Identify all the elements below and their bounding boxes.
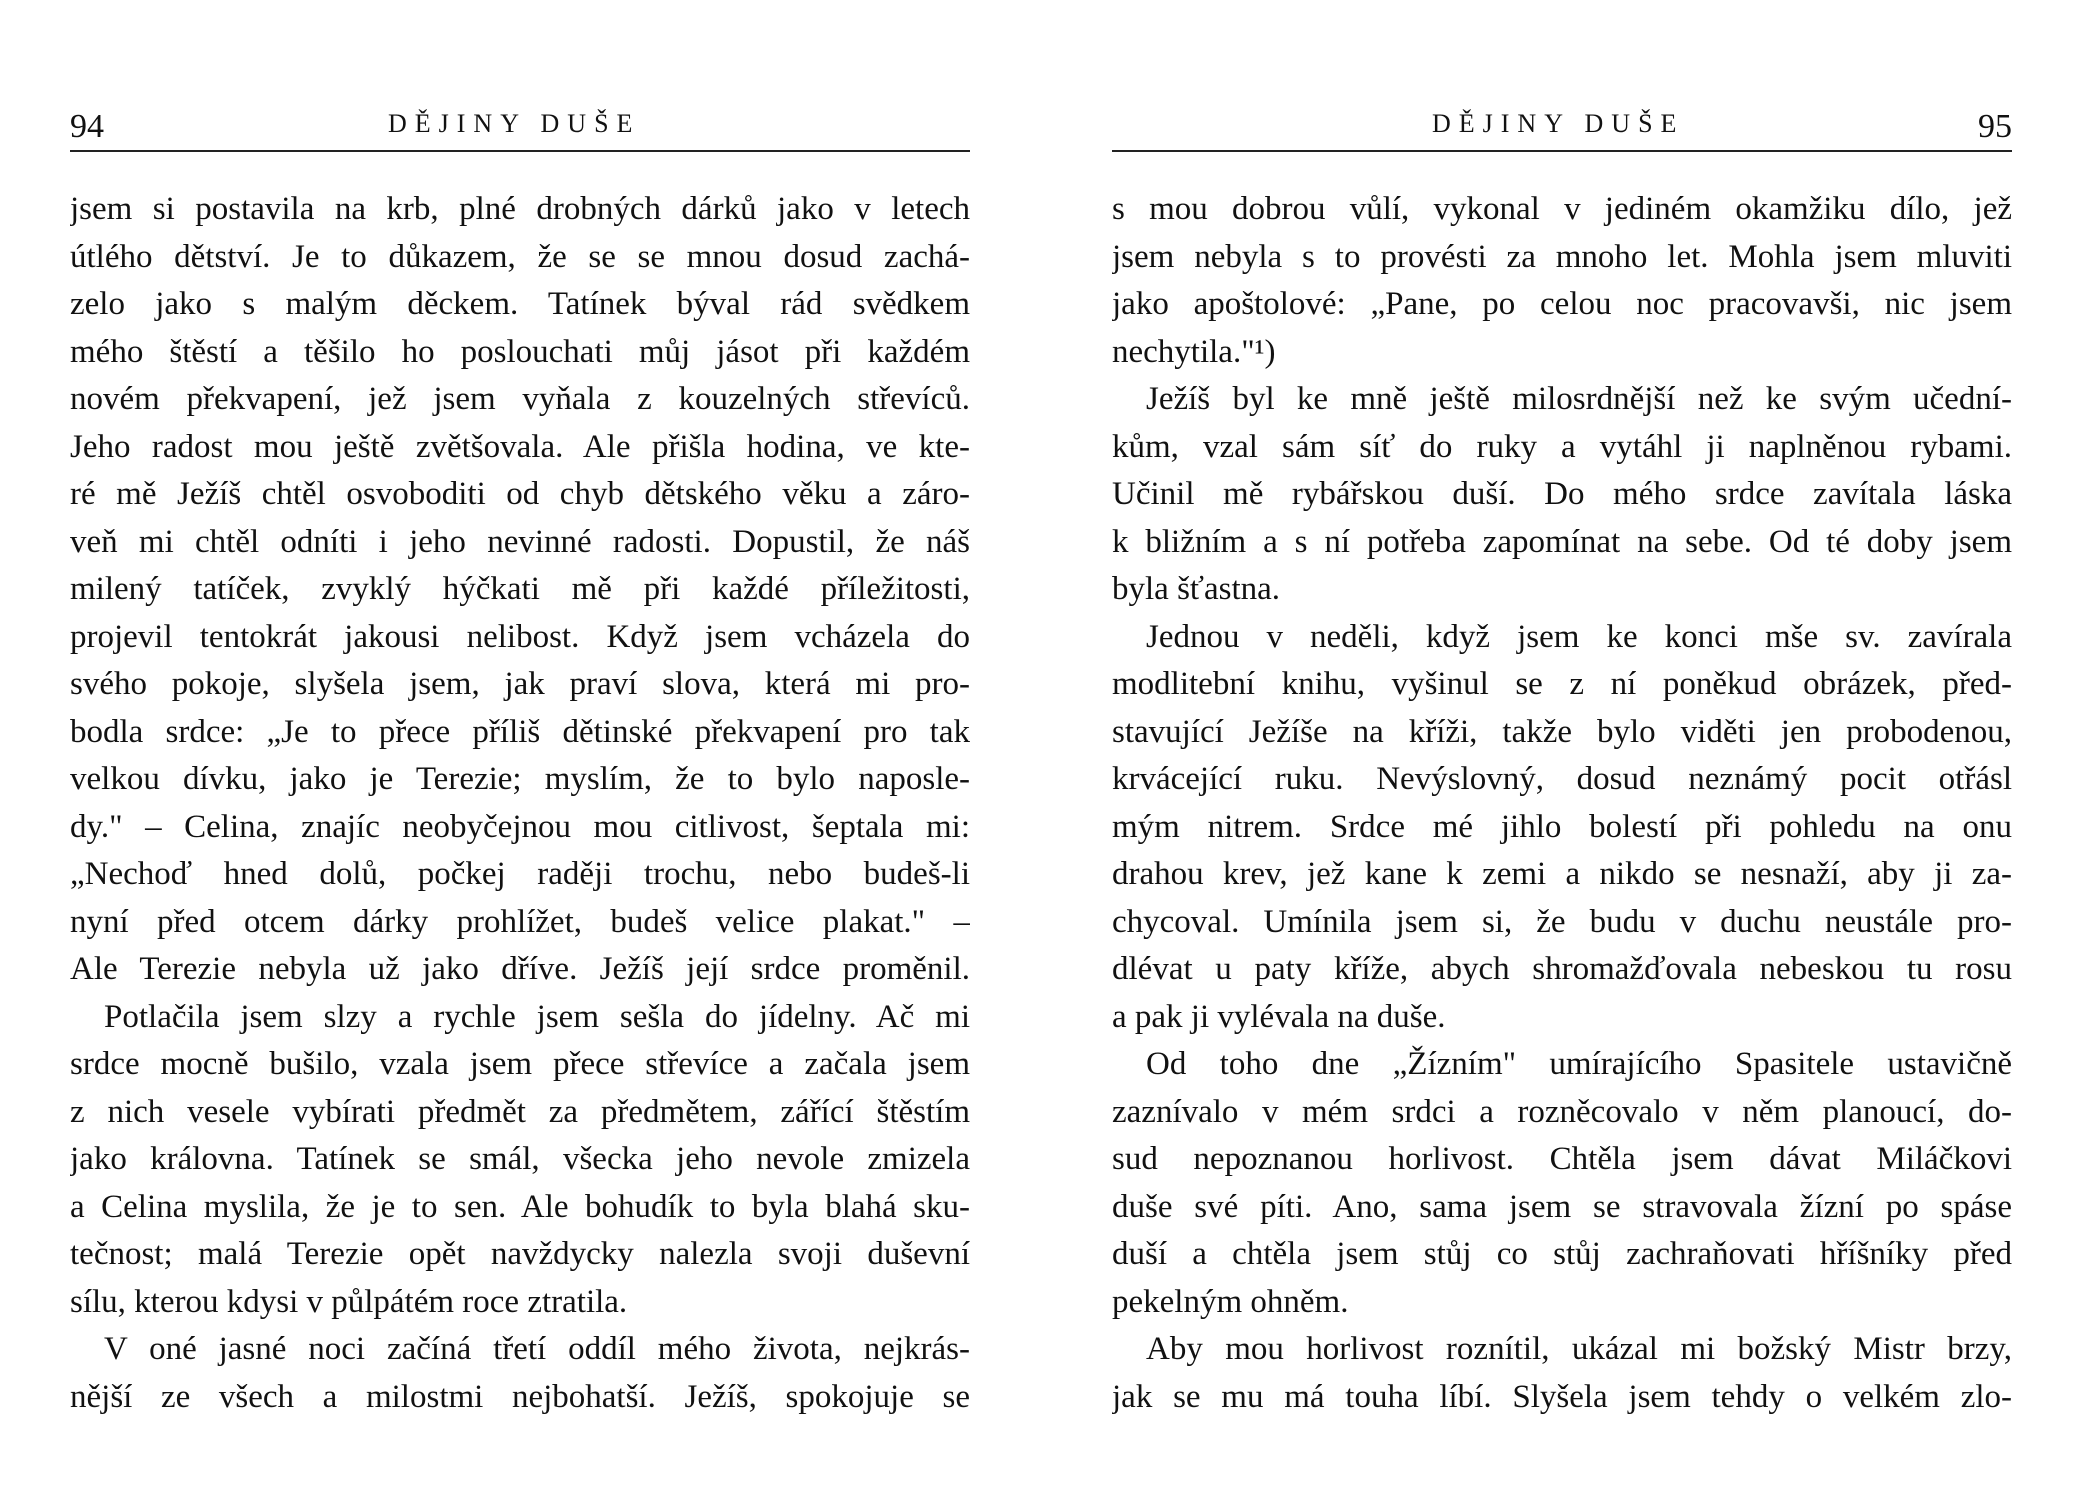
- right-text-block: [1112, 186, 2012, 1421]
- text-line: duší a chtěla jsem stůj co stůj zachraňovati hříšníky před: [1112, 1236, 2012, 1272]
- text-line: útlého dětství. Je to důkazem, že se se mnou dosud zachá-: [70, 238, 970, 275]
- text-line: z nich vesele vybírati předmět za předmětem, zářící štěstím: [70, 1093, 970, 1130]
- left-text-block: [70, 186, 970, 1421]
- text-line: mým nitrem. Srdce mé jihlo bolestí při pohledu na onu: [1112, 808, 2012, 845]
- text-line: milený tatíček, zvyklý hýčkati mě při každé příležitosti,: [70, 571, 970, 607]
- left-running-head: [70, 104, 970, 152]
- text-line: Jednou v neděli, když jsem ke konci mše sv. zavírala: [1146, 618, 2012, 655]
- text-line: a Celina myslila, že je to sen. Ale bohudík to byla blahá sku-: [70, 1188, 970, 1225]
- text-line: Ježíš byl ke mně ještě milosrdnější než ke svým učední-: [1146, 381, 2012, 417]
- text-line: jsem nebyla s to provésti za mnoho let. Mohla jsem mluviti: [1112, 238, 2012, 275]
- text-line: nyní před otcem dárky prohlížet, budeš velice plakat." –: [70, 903, 970, 940]
- left-page: [70, 0, 970, 1500]
- left-page-number: 94: [70, 108, 104, 145]
- text-line: V oné jasné noci začíná třetí oddíl mého života, nejkrás-: [104, 1331, 970, 1367]
- left-running-title: DĚJINY DUŠE: [388, 109, 641, 138]
- text-line: Od toho dne „Žízním" umírajícího Spasitele ustavičně: [1146, 1046, 2012, 1082]
- text-line: novém překvapení, jež jsem vyňala z kouzelných střevíců.: [70, 381, 970, 417]
- text-line: projevil tentokrát jakousi nelibost. Když jsem vcházela do: [70, 618, 970, 655]
- text-line: zelo jako s malým děckem. Tatínek býval rád svědkem: [70, 286, 970, 322]
- text-line: jako apoštolové: „Pane, po celou noc pracovavši, nic jsem: [1112, 286, 2012, 322]
- text-line: drahou krev, jež kane k zemi a nikdo se nesnaží, aby ji za-: [1112, 856, 2012, 892]
- text-line: dlévat u paty kříže, abych shromažďovala nebeskou tu rosu: [1112, 951, 2012, 987]
- text-line: pekelným ohněm.: [1112, 1283, 1349, 1320]
- text-line: „Nechoď hned dolů, počkej raději trochu, nebo budeš-li: [70, 856, 970, 892]
- text-line: krvácející ruku. Nevýslovný, dosud neznámý pocit otřásl: [1112, 761, 2012, 797]
- text-line: dy." – Celina, znajíc neobyčejnou mou citlivost, šeptala mi:: [70, 808, 970, 845]
- text-line: ré mě Ježíš chtěl osvoboditi od chyb dětského věku a záro-: [70, 476, 970, 512]
- text-line: stavující Ježíše na kříži, takže bylo viděti jen probodenou,: [1112, 713, 2012, 750]
- right-page: [1112, 0, 2012, 1500]
- text-line: tečnost; malá Terezie opět navždycky nalezla svoji duševní: [70, 1236, 970, 1272]
- text-line: sílu, kterou kdysi v půlpátém roce ztratila.: [70, 1283, 628, 1320]
- text-line: k bližním a s ní potřeba zapomínat na sebe. Od té doby jsem: [1112, 523, 2012, 560]
- text-line: s mou dobrou vůlí, vykonal v jediném okamžiku dílo, jež: [1112, 191, 2012, 227]
- text-line: Ale Terezie nebyla už jako dříve. Ježíš její srdce proměnil.: [70, 951, 970, 987]
- text-line: veň mi chtěl odníti i jeho nevinné radosti. Dopustil, že náš: [70, 523, 970, 560]
- text-line: byla šťastna.: [1112, 571, 1281, 607]
- right-running-title: DĚJINY DUŠE: [1432, 109, 1685, 138]
- text-line: jsem si postavila na krb, plné drobných dárků jako v letech: [70, 191, 970, 227]
- text-line: Jeho radost mou ještě zvětšovala. Ale přišla hodina, ve kte-: [70, 428, 970, 465]
- text-line: velkou dívku, jako je Terezie; myslím, že to bylo naposle-: [70, 761, 970, 797]
- text-line: svého pokoje, slyšela jsem, jak praví slova, která mi pro-: [70, 666, 970, 702]
- text-line: sud nepoznanou horlivost. Chtěla jsem dávat Miláčkovi: [1112, 1141, 2012, 1177]
- text-line: jak se mu má touha líbí. Slyšela jsem tehdy o velkém zlo-: [1112, 1378, 2012, 1415]
- text-line: jako královna. Tatínek se smál, všecka jeho nevole zmizela: [70, 1141, 970, 1177]
- text-line: modlitební knihu, vyšinul se z ní poněkud obrázek, před-: [1112, 666, 2012, 702]
- text-line: Potlačila jsem slzy a rychle jsem sešla do jídelny. Ač mi: [104, 998, 970, 1035]
- right-running-head: [1112, 104, 2012, 152]
- text-line: nější ze všech a milostmi nejbohatší. Ježíš, spokojuje se: [70, 1378, 970, 1415]
- text-line: kům, vzal sám síť do ruky a vytáhl ji naplněnou rybami.: [1112, 428, 2012, 465]
- text-line: bodla srdce: „Je to přece příliš dětinské překvapení pro tak: [70, 713, 970, 750]
- right-page-number: 95: [1978, 108, 2012, 145]
- text-line: zaznívalo v mém srdci a rozněcovalo v něm planoucí, do-: [1112, 1093, 2012, 1130]
- text-line: Aby mou horlivost roznítil, ukázal mi božský Mistr brzy,: [1146, 1331, 2012, 1367]
- text-line: srdce mocně bušilo, vzala jsem přece střevíce a začala jsem: [70, 1046, 970, 1082]
- text-line: chycoval. Umínila jsem si, že budu v duchu neustále pro-: [1112, 903, 2012, 940]
- text-line: Učinil mě rybářskou duší. Do mého srdce zavítala láska: [1112, 476, 2012, 512]
- text-line: mého štěstí a těšilo ho poslouchati můj jásot při každém: [70, 333, 970, 370]
- text-line: a pak ji vylévala na duše.: [1112, 998, 1446, 1035]
- text-line: nechytila."¹): [1112, 333, 1276, 370]
- text-line: duše své píti. Ano, sama jsem se stravovala žízní po spáse: [1112, 1188, 2012, 1225]
